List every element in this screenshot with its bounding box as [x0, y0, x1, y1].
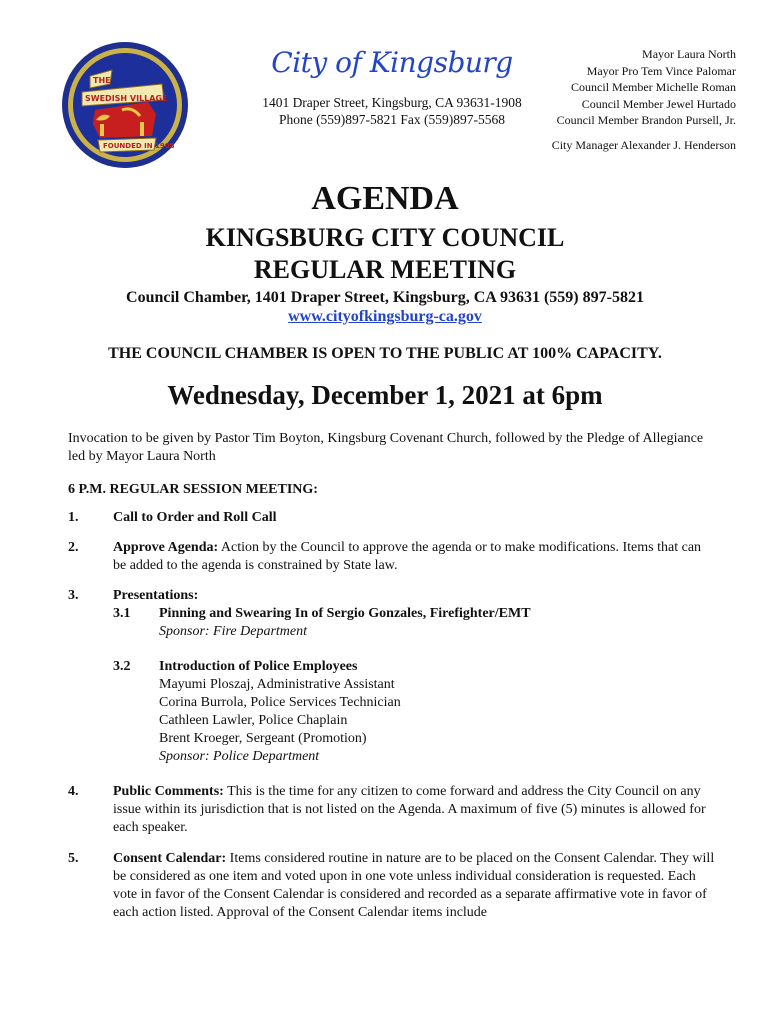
- council-member: Council Member Jewel Hurtado: [581, 96, 736, 111]
- subitem-number: 3.1: [113, 606, 131, 621]
- seal-text-bottom: FOUNDED IN 1908: [103, 142, 175, 150]
- agenda-item-5: [68, 850, 716, 922]
- meeting-type: REGULAR MEETING: [253, 255, 517, 284]
- council-member: Mayor Laura North: [642, 47, 736, 61]
- subitem-title: Pinning and Swearing In of Sergio Gonzales, Firefighter/EMT: [159, 606, 531, 621]
- meeting-date: Wednesday, December 1, 2021 at 6pm: [167, 380, 603, 410]
- subitem-3-1: [113, 605, 716, 641]
- agenda-item-4: [68, 783, 716, 837]
- item-text: Action by the Council to approve the agenda or to make modifications. Items that can be added to the agenda is constrained by State law.: [113, 540, 702, 573]
- subitem-title: Introduction of Police Employees: [159, 659, 358, 674]
- subitem-3-2: [113, 658, 716, 766]
- agenda-title: AGENDA: [311, 180, 459, 217]
- council-list: [557, 46, 736, 129]
- council-member: Mayor Pro Tem Vince Palomar: [586, 63, 736, 78]
- website-link[interactable]: www.cityofkingsburg-ca.gov: [288, 308, 482, 325]
- item-number: 5.: [68, 851, 79, 866]
- item-text: Items considered routine in nature are to be placed on the Consent Calendar. They will be considered as one item and voted upon in one vote unless individual consideration is requested. Each vote in favor of the Consent Calendar is considered and recorded as a separate affirmative vote in favor of each action listed. Approval of the Consent Calendar items include: [113, 851, 715, 920]
- council-title: KINGSBURG CITY COUNCIL: [205, 223, 565, 252]
- invocation-text: Invocation to be given by Pastor Tim Boyton, Kingsburg Covenant Church, followed by the Pledge of Allegiance led by Mayor Laura North: [68, 431, 704, 464]
- subitem-sponsor: Sponsor: Police Department: [159, 749, 320, 764]
- city-letterhead: [236, 46, 548, 128]
- item-title: Consent Calendar:: [113, 851, 227, 866]
- item-title: Approve Agenda:: [113, 540, 219, 555]
- city-seal-logo: [60, 40, 190, 170]
- subitem-number: 3.2: [113, 659, 131, 674]
- employee-line: Mayumi Ploszaj, Administrative Assistant: [159, 677, 395, 692]
- employee-line: Corina Burrola, Police Services Technician: [159, 695, 401, 710]
- employee-line: Cathleen Lawler, Police Chaplain: [159, 713, 348, 728]
- agenda-item-2: [68, 539, 716, 575]
- item-title: Public Comments:: [113, 784, 224, 799]
- council-member: Council Member Brandon Pursell, Jr.: [556, 113, 736, 127]
- session-heading: 6 P.M. REGULAR SESSION MEETING:: [68, 482, 318, 497]
- item-number: 4.: [68, 784, 79, 799]
- seal-text-mid: SWEDISH VILLAGE: [85, 94, 168, 103]
- city-address: 1401 Draper Street, Kingsburg, CA 93631-1908: [262, 95, 522, 110]
- item-number: 2.: [68, 540, 79, 555]
- council-member: Council Member Michelle Roman: [571, 80, 736, 94]
- agenda-item-1: [68, 509, 716, 527]
- open-notice: THE COUNCIL CHAMBER IS OPEN TO THE PUBLIC AT 100% CAPACITY.: [108, 345, 662, 362]
- city-manager: City Manager Alexander J. Henderson: [551, 138, 736, 152]
- item-text: This is the time for any citizen to come forward and address the City Council on any issue within its jurisdiction that is not listed on the Agenda. A maximum of five (5) minutes is allowed for each speaker.: [113, 784, 706, 835]
- city-name: City of Kingsburg: [271, 46, 513, 79]
- item-number: 3.: [68, 588, 79, 603]
- subitem-sponsor: Sponsor: Fire Department: [159, 624, 308, 639]
- item-title: Call to Order and Roll Call: [113, 510, 277, 525]
- agenda-item-3: [68, 587, 716, 766]
- meeting-location: Council Chamber, 1401 Draper Street, Kingsburg, CA 93631 (559) 897-5821: [126, 289, 644, 306]
- employee-line: Brent Kroeger, Sergeant (Promotion): [159, 731, 367, 746]
- item-number: 1.: [68, 510, 79, 525]
- city-phone: Phone (559)897-5821 Fax (559)897-5568: [278, 112, 506, 127]
- seal-text-top: THE: [93, 76, 111, 85]
- item-title: Presentations:: [113, 588, 199, 603]
